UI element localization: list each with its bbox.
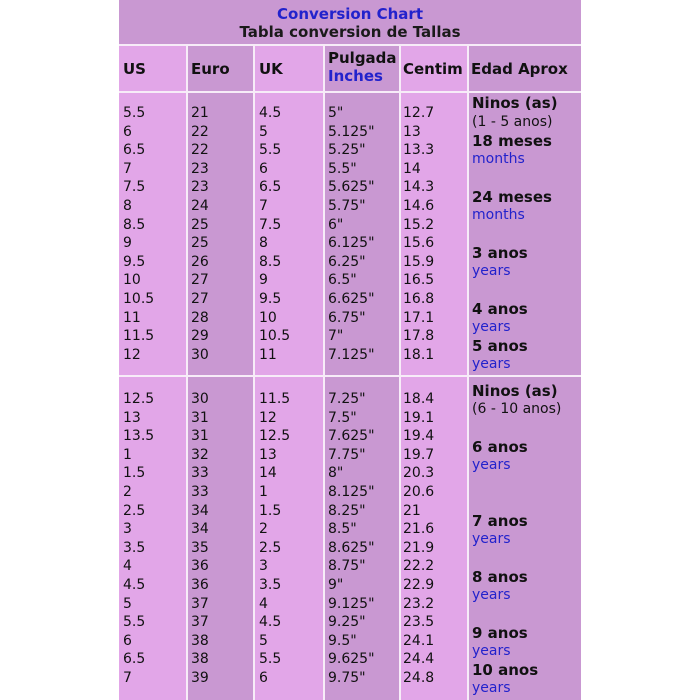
header-uk: UK <box>259 60 283 78</box>
inches-size-cell: 5" <box>328 105 344 121</box>
inches-size-cell: 6.75" <box>328 309 366 326</box>
age-label: 3 anos <box>472 244 528 262</box>
uk-size-cell: 12 <box>259 409 277 426</box>
uk-size-cell: 3.5 <box>259 577 282 593</box>
divider-top <box>119 44 581 46</box>
euro-size-cell: 35 <box>191 539 209 556</box>
age-label: 7 anos <box>472 512 528 530</box>
us-size-cell: 2 <box>123 484 132 500</box>
inches-size-cell: 8" <box>328 465 344 482</box>
us-size-cell: 11 <box>123 309 141 326</box>
cm-size-cell: 18.4 <box>403 391 435 407</box>
inches-size-cell: 7" <box>328 328 344 345</box>
cm-size-cell: 19.7 <box>403 446 435 463</box>
inches-size-cell: 8.625" <box>328 539 375 556</box>
age-label: 4 anos <box>472 300 528 318</box>
inches-size-cell: 5.5" <box>328 160 357 177</box>
inches-size-cell: 7.75" <box>328 446 366 463</box>
inches-size-cell: 7.625" <box>328 428 375 445</box>
header-inches-spanish: Pulgada <box>328 49 397 67</box>
us-size-cell: 10.5 <box>123 291 155 307</box>
euro-size-cell: 30 <box>191 391 209 407</box>
inches-size-cell: 7.125" <box>328 346 375 363</box>
us-size-cell: 12 <box>123 346 141 363</box>
uk-size-cell: 9.5 <box>259 291 282 307</box>
inches-size-cell: 5.75" <box>328 198 366 214</box>
inches-size-cell: 6.625" <box>328 291 375 307</box>
inches-size-cell: 9.625" <box>328 651 375 668</box>
divider-header <box>119 91 581 93</box>
chart-title: Conversion Chart <box>277 5 423 23</box>
cm-size-cell: 14 <box>403 160 421 177</box>
euro-size-cell: 36 <box>191 558 209 575</box>
inches-size-cell: 9.75" <box>328 670 366 686</box>
cm-size-cell: 15.2 <box>403 216 435 233</box>
age-unit: months <box>472 207 525 223</box>
uk-size-cell: 10.5 <box>259 328 291 345</box>
cm-size-cell: 22.9 <box>403 577 435 593</box>
inches-size-cell: 9.125" <box>328 595 375 612</box>
header-inches <box>328 49 397 85</box>
us-size-cell: 6 <box>123 123 132 140</box>
us-size-cell: 8 <box>123 198 132 214</box>
uk-size-cell: 8.5 <box>259 253 282 270</box>
us-size-cell: 11.5 <box>123 328 155 345</box>
euro-size-cell: 37 <box>191 595 209 612</box>
uk-size-cell: 5 <box>259 632 268 649</box>
age-label: 6 anos <box>472 438 528 456</box>
us-size-cell: 6 <box>123 632 132 649</box>
us-size-cell: 1.5 <box>123 465 146 482</box>
inches-size-cell: 5.25" <box>328 142 366 159</box>
cm-size-cell: 16.5 <box>403 272 435 289</box>
age-unit: years <box>472 263 511 279</box>
us-size-cell: 8.5 <box>123 216 146 233</box>
uk-size-cell: 6.5 <box>259 179 282 196</box>
cm-size-cell: 24.8 <box>403 670 435 686</box>
column-divider <box>467 44 469 700</box>
cm-size-cell: 21.9 <box>403 539 435 556</box>
us-size-cell: 6.5 <box>123 651 146 668</box>
euro-size-cell: 29 <box>191 328 209 345</box>
us-size-cell: 1 <box>123 446 132 463</box>
euro-size-cell: 28 <box>191 309 209 326</box>
us-size-cell: 9 <box>123 235 132 252</box>
chart-subtitle: Tabla conversion de Tallas <box>239 23 461 41</box>
age-label: 24 meses <box>472 188 552 206</box>
uk-size-cell: 5 <box>259 123 268 140</box>
us-size-cell: 2.5 <box>123 502 146 519</box>
header-us: US <box>123 60 146 78</box>
uk-size-cell: 7.5 <box>259 216 282 233</box>
inches-size-cell: 6.125" <box>328 235 375 252</box>
us-size-cell: 12.5 <box>123 391 155 407</box>
title-band <box>119 0 581 44</box>
cm-size-cell: 23.2 <box>403 595 435 612</box>
cm-size-cell: 13.3 <box>403 142 435 159</box>
cm-size-cell: 19.1 <box>403 409 435 426</box>
age-label: 9 anos <box>472 624 528 642</box>
cm-size-cell: 15.6 <box>403 235 435 252</box>
inches-size-cell: 7.25" <box>328 391 366 407</box>
cm-size-cell: 13 <box>403 123 421 140</box>
us-size-cell: 5.5 <box>123 614 146 631</box>
euro-size-cell: 25 <box>191 235 209 252</box>
euro-size-cell: 23 <box>191 160 209 177</box>
header-inches-english: Inches <box>328 67 383 85</box>
cm-size-cell: 20.6 <box>403 484 435 500</box>
uk-size-cell: 14 <box>259 465 277 482</box>
uk-size-cell: 6 <box>259 160 268 177</box>
us-size-cell: 13.5 <box>123 428 155 445</box>
euro-size-cell: 39 <box>191 670 209 686</box>
euro-size-cell: 30 <box>191 346 209 363</box>
euro-size-cell: 21 <box>191 105 209 121</box>
header-age: Edad Aprox <box>471 60 568 78</box>
us-size-cell: 9.5 <box>123 253 146 270</box>
uk-size-cell: 1 <box>259 484 268 500</box>
inches-size-cell: 8.125" <box>328 484 375 500</box>
euro-size-cell: 23 <box>191 179 209 196</box>
euro-size-cell: 33 <box>191 484 209 500</box>
age-group-title: Ninos (as) <box>472 382 558 400</box>
uk-size-cell: 2 <box>259 521 268 538</box>
euro-size-cell: 31 <box>191 409 209 426</box>
age-label: 5 anos <box>472 337 528 355</box>
cm-size-cell: 14.6 <box>403 198 435 214</box>
cm-size-cell: 19.4 <box>403 428 435 445</box>
age-group-range: (6 - 10 anos) <box>472 401 562 417</box>
us-size-cell: 7 <box>123 670 132 686</box>
inches-size-cell: 5.625" <box>328 179 375 196</box>
euro-size-cell: 27 <box>191 272 209 289</box>
cm-size-cell: 24.4 <box>403 651 435 668</box>
cm-size-cell: 21.6 <box>403 521 435 538</box>
age-unit: years <box>472 319 511 335</box>
uk-size-cell: 1.5 <box>259 502 282 519</box>
cm-size-cell: 18.1 <box>403 346 435 363</box>
column-divider <box>323 44 325 700</box>
cm-size-cell: 22.2 <box>403 558 435 575</box>
euro-size-cell: 36 <box>191 577 209 593</box>
cm-size-cell: 17.1 <box>403 309 435 326</box>
us-size-cell: 6.5 <box>123 142 146 159</box>
cm-size-cell: 12.7 <box>403 105 435 121</box>
uk-size-cell: 8 <box>259 235 268 252</box>
inches-size-cell: 8.5" <box>328 521 357 538</box>
us-size-cell: 3.5 <box>123 539 146 556</box>
age-group-range: (1 - 5 anos) <box>472 114 553 130</box>
cm-size-cell: 17.8 <box>403 328 435 345</box>
column-divider <box>399 44 401 700</box>
euro-size-cell: 22 <box>191 142 209 159</box>
uk-size-cell: 12.5 <box>259 428 291 445</box>
size-conversion-chart <box>119 0 581 700</box>
inches-size-cell: 6" <box>328 216 344 233</box>
us-size-cell: 7 <box>123 160 132 177</box>
uk-size-cell: 11.5 <box>259 391 291 407</box>
euro-size-cell: 24 <box>191 198 209 214</box>
us-size-cell: 4.5 <box>123 577 146 593</box>
uk-size-cell: 4.5 <box>259 614 282 631</box>
inches-size-cell: 6.5" <box>328 272 357 289</box>
age-label: 18 meses <box>472 132 552 150</box>
euro-size-cell: 31 <box>191 428 209 445</box>
euro-size-cell: 38 <box>191 632 209 649</box>
us-size-cell: 10 <box>123 272 141 289</box>
euro-size-cell: 22 <box>191 123 209 140</box>
euro-size-cell: 34 <box>191 502 209 519</box>
us-size-cell: 5.5 <box>123 105 146 121</box>
age-unit: years <box>472 680 511 696</box>
uk-size-cell: 2.5 <box>259 539 282 556</box>
inches-size-cell: 9" <box>328 577 344 593</box>
us-size-cell: 5 <box>123 595 132 612</box>
euro-size-cell: 26 <box>191 253 209 270</box>
age-unit: years <box>472 531 511 547</box>
age-label: 8 anos <box>472 568 528 586</box>
inches-size-cell: 9.25" <box>328 614 366 631</box>
euro-size-cell: 38 <box>191 651 209 668</box>
cm-size-cell: 16.8 <box>403 291 435 307</box>
uk-size-cell: 4 <box>259 595 268 612</box>
euro-size-cell: 25 <box>191 216 209 233</box>
inches-size-cell: 5.125" <box>328 123 375 140</box>
uk-size-cell: 3 <box>259 558 268 575</box>
header-cm: Centim <box>403 60 463 78</box>
divider-section <box>119 375 581 377</box>
uk-size-cell: 9 <box>259 272 268 289</box>
inches-size-cell: 8.25" <box>328 502 366 519</box>
cm-size-cell: 23.5 <box>403 614 435 631</box>
header-euro: Euro <box>191 60 230 78</box>
uk-size-cell: 5.5 <box>259 651 282 668</box>
inches-size-cell: 6.25" <box>328 253 366 270</box>
uk-size-cell: 10 <box>259 309 277 326</box>
cm-size-cell: 15.9 <box>403 253 435 270</box>
age-unit: years <box>472 643 511 659</box>
inches-size-cell: 7.5" <box>328 409 357 426</box>
uk-size-cell: 5.5 <box>259 142 282 159</box>
inches-size-cell: 8.75" <box>328 558 366 575</box>
age-unit: years <box>472 587 511 603</box>
us-size-cell: 4 <box>123 558 132 575</box>
euro-size-cell: 33 <box>191 465 209 482</box>
uk-size-cell: 4.5 <box>259 105 282 121</box>
us-size-cell: 13 <box>123 409 141 426</box>
euro-size-cell: 37 <box>191 614 209 631</box>
cm-size-cell: 24.1 <box>403 632 435 649</box>
age-unit: years <box>472 457 511 473</box>
uk-size-cell: 11 <box>259 346 277 363</box>
us-size-cell: 7.5 <box>123 179 146 196</box>
column-divider <box>253 44 255 700</box>
uk-size-cell: 13 <box>259 446 277 463</box>
age-unit: years <box>472 356 511 372</box>
age-label: 10 anos <box>472 661 539 679</box>
us-size-cell: 3 <box>123 521 132 538</box>
cm-size-cell: 20.3 <box>403 465 435 482</box>
euro-size-cell: 32 <box>191 446 209 463</box>
age-group-title: Ninos (as) <box>472 94 558 112</box>
inches-size-cell: 9.5" <box>328 632 357 649</box>
column-divider <box>186 44 188 700</box>
uk-size-cell: 7 <box>259 198 268 214</box>
euro-size-cell: 34 <box>191 521 209 538</box>
uk-size-cell: 6 <box>259 670 268 686</box>
cm-size-cell: 14.3 <box>403 179 435 196</box>
age-unit: months <box>472 151 525 167</box>
cm-size-cell: 21 <box>403 502 421 519</box>
euro-size-cell: 27 <box>191 291 209 307</box>
